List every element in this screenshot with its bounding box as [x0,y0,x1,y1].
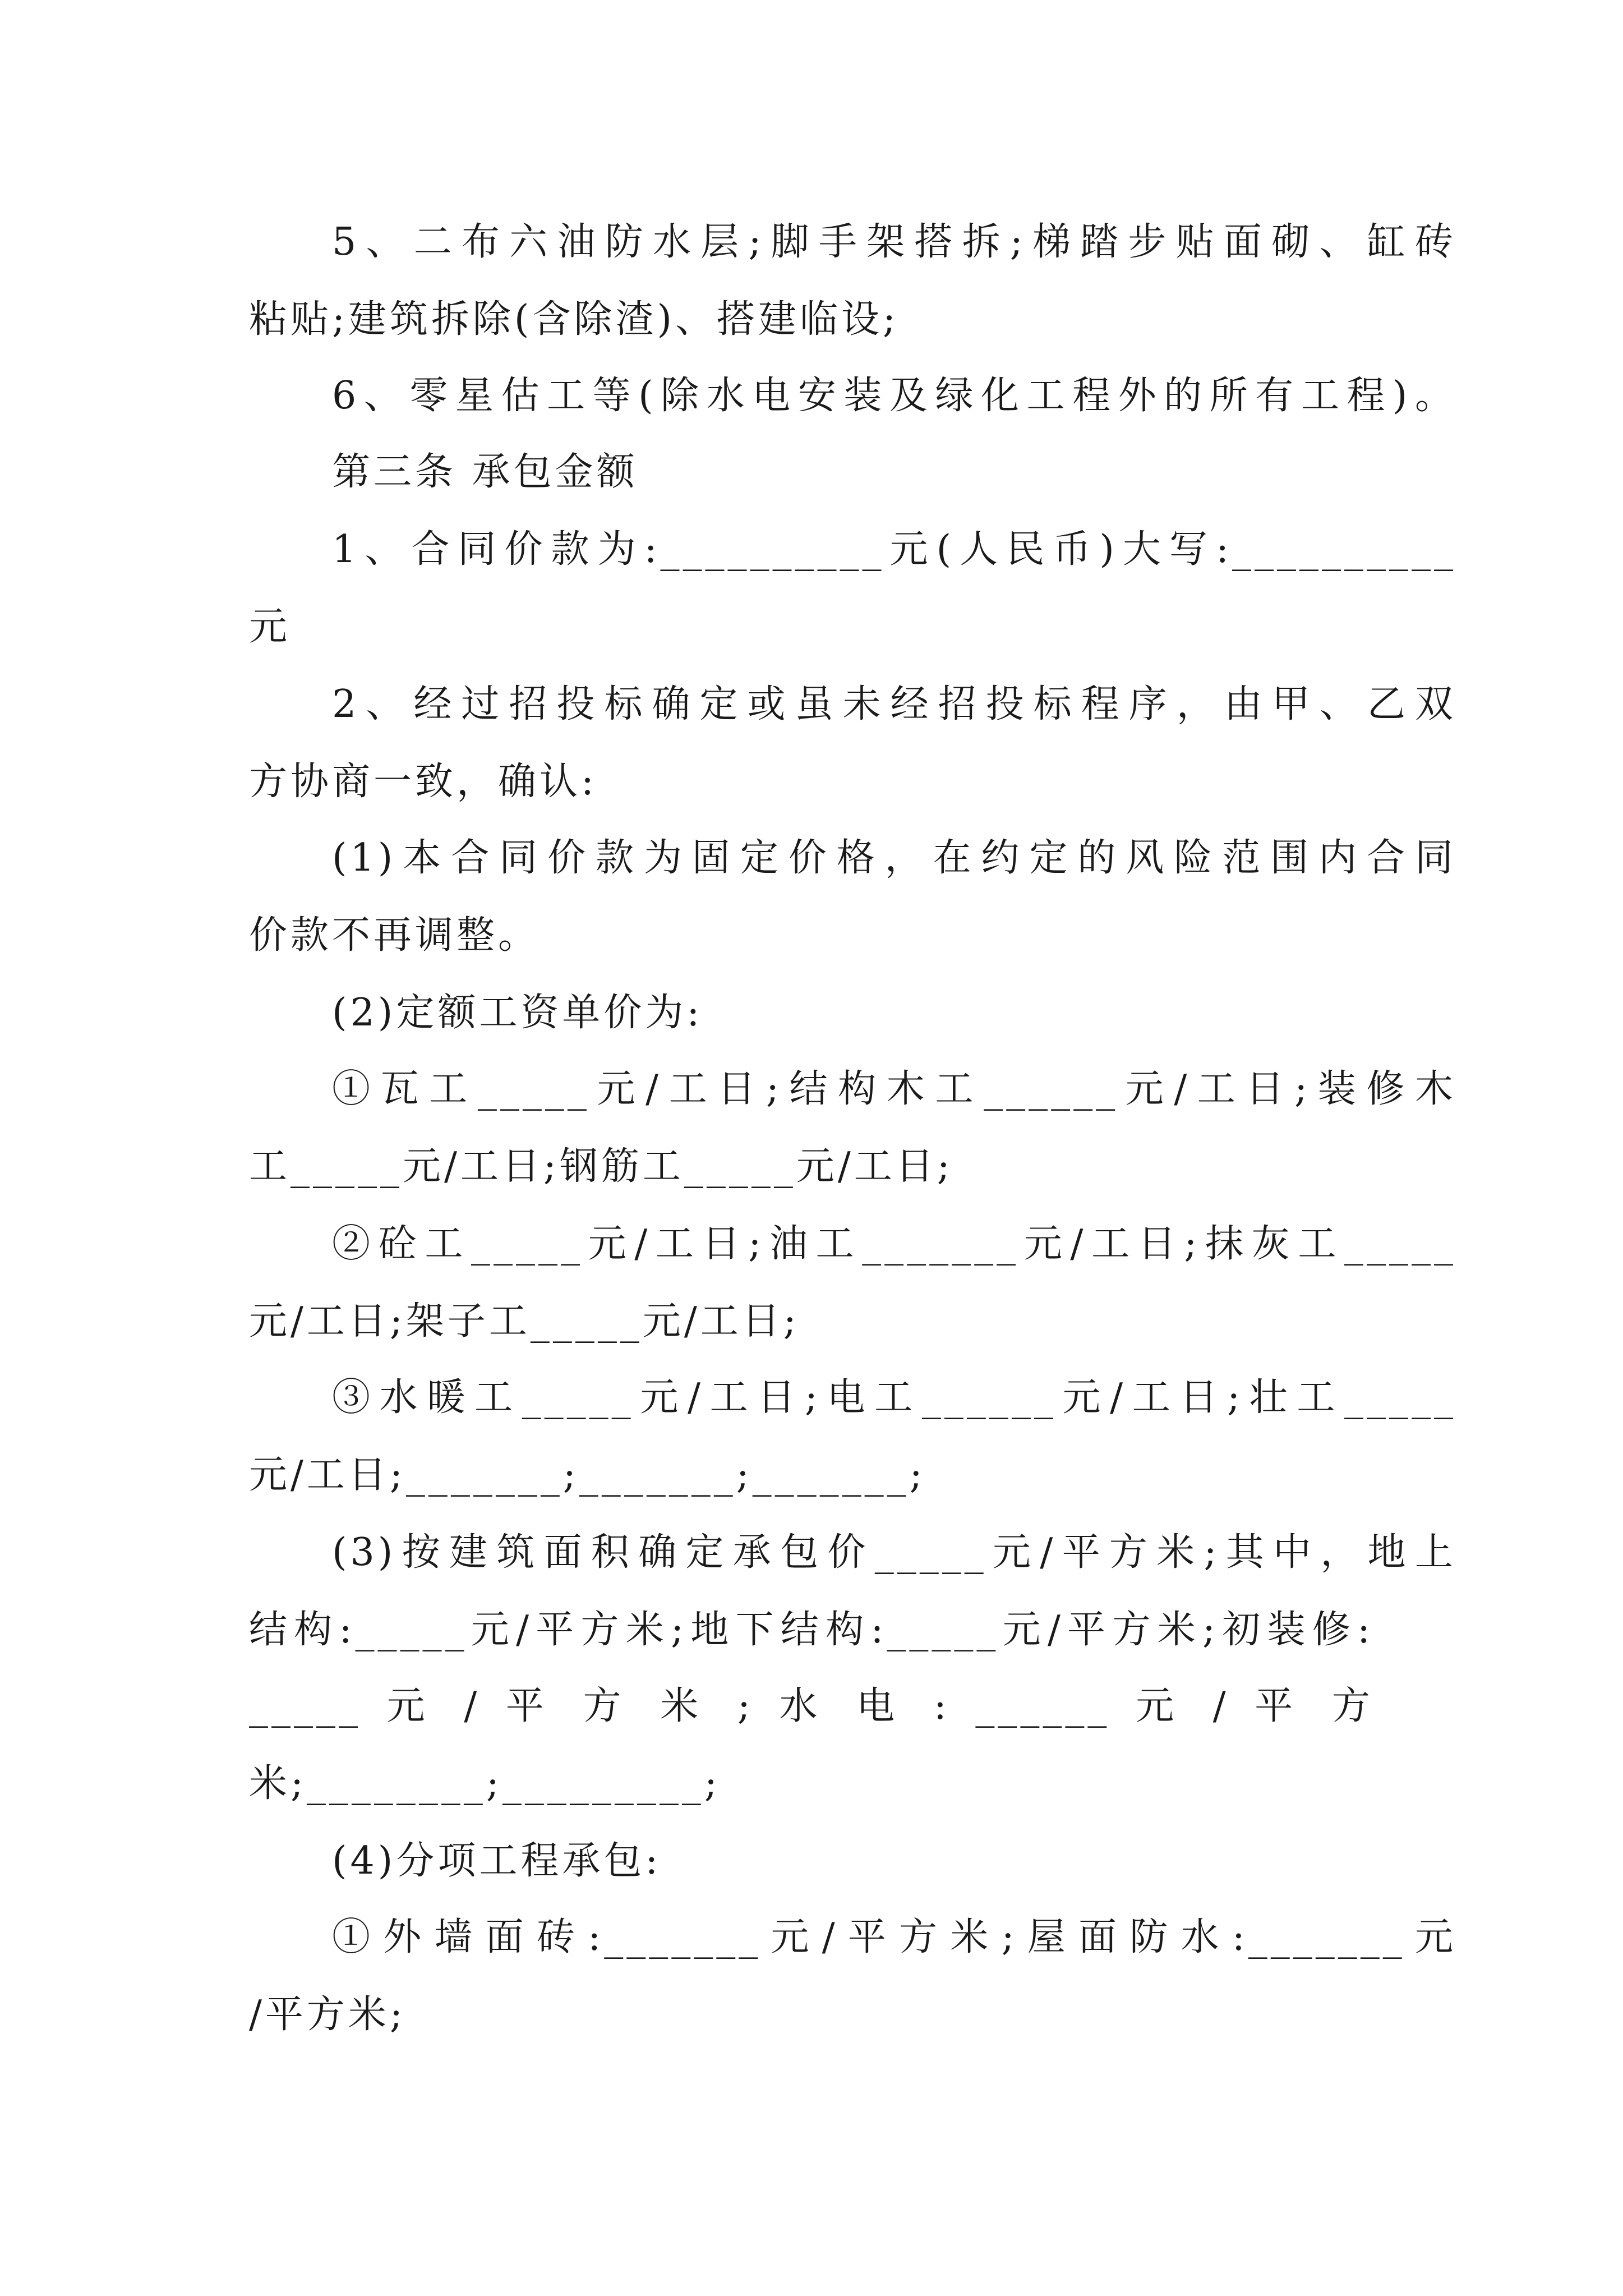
paragraph-line: ①瓦工_____元/工日;结构木工______元/工日;装修木 [332,1067,1456,1111]
section-heading: 第三条 承包金额 [332,450,638,494]
paragraph-line: 结构:_____元/平方米;地下结构:_____元/平方米;初装修: [249,1608,1373,1652]
paragraph-line: (1)本合同价款为固定价格，在约定的风险范围内合同 [332,836,1456,880]
paragraph-line: 粘贴;建筑拆除(含除渣)、搭建临设; [249,297,899,342]
paragraph-line: 元 [249,605,291,649]
paragraph-line: 元/工日;架子工_____元/工日; [249,1299,800,1343]
paragraph-line: ②砼工_____元/工日;油工_______元/工日;抹灰工_____ [332,1222,1456,1266]
paragraph-line: ③水暖工_____元/工日;电工______元/工日;壮工_____ [332,1375,1456,1420]
paragraph-line: 工_____元/工日;钢筋工_____元/工日; [249,1144,953,1189]
paragraph-line: (2)定额工资单价为: [332,991,703,1035]
paragraph-line: ①外墙面砖:_______元/平方米;屋面防水:_______元 [332,1915,1456,1959]
paragraph-line: 方协商一致，确认: [249,760,597,804]
paragraph-line: /平方米; [249,1993,406,2037]
paragraph-line: 1、合同价款为:__________元(人民币)大写:__________ [332,527,1456,572]
paragraph-line: 元/工日;_______;_______;_______; [249,1453,926,1497]
paragraph-line: 米;________;_________; [249,1761,721,1806]
paragraph-line: 5、二布六油防水层;脚手架搭拆;梯踏步贴面砌、缸砖 [332,220,1456,264]
paragraph-line: 6、零星估工等(除水电安装及绿化工程外的所有工程)。 [332,374,1456,418]
paragraph-line: (3)按建筑面积确定承包价_____元/平方米;其中，地上 [332,1530,1456,1575]
paragraph-line: 价款不再调整。 [249,913,540,958]
paragraph-line: 2、经过招投标确定或虽未经招投标程序，由甲、乙双 [332,682,1456,726]
paragraph-line: _____ 元 / 平 方 米 ; 水 电 : ______ 元 / 平 方 [249,1684,1373,1728]
paragraph-line: (4)分项工程承包: [332,1839,662,1883]
